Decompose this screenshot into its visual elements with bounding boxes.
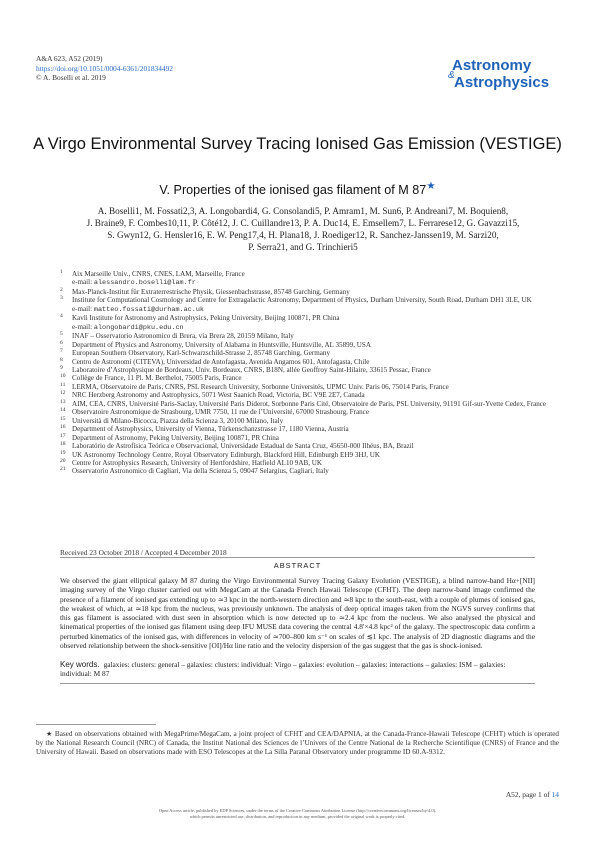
affiliation-item [60, 349, 570, 357]
logo-ampersand: & [448, 70, 455, 81]
affiliation-text: Department of Astrophysics, University of Vienna, Türkenschanzstrasse 17, 1180 Vienna, Austria [72, 425, 349, 434]
journal-logo [446, 58, 564, 100]
affiliation-text: Department of Astronomy, Peking University, Beijing 100871, PR China [72, 433, 279, 442]
affiliation-item [60, 341, 570, 349]
affiliation-text: Università di Milano-Bicocca, Piazza della Scienza 3, 20100 Milano, Italy [72, 416, 284, 425]
affiliation-number: 2 [60, 286, 63, 293]
affiliation-number: 20 [60, 457, 66, 464]
affiliation-number: 18 [60, 441, 66, 448]
affiliation-number: 7 [60, 348, 63, 355]
affiliation-number: 17 [60, 432, 66, 439]
affiliation-list [60, 270, 570, 476]
open-access-line2: which permits unrestricted use, distribution, and reproduction in any medium, provided the original work is properly cited. [189, 814, 406, 819]
affiliation-text: Centre for Astrophysics Research, University of Hertfordshire, Hatfield AL10 9AB, UK [72, 458, 322, 467]
affiliation-item [60, 467, 570, 475]
affiliation-text: NRC Herzberg Astronomy and Astrophysics, 5071 West Saanich Road, Victoria, BC V9E 2E7, Canada [72, 391, 365, 400]
affiliation-number: 19 [60, 449, 66, 456]
affiliation-item [60, 296, 570, 314]
citation: A&A 623, A52 (2019) [36, 54, 103, 63]
email-label: e-mail: [72, 322, 94, 331]
affiliation-text: Centro de Astronomí (CITEVA), Universidad de Antofagasta, Avenida Angamos 601, Antofagasta, Chile [72, 357, 370, 366]
affiliation-item [60, 434, 570, 442]
affiliation-text: AIM, CEA, CNRS, Université Paris-Saclay, Université Paris Diderot, Sorbonne Paris Cité, Observatoire de Paris, PSL University, 91191 Gif-sur-Yvette Cedex, France [72, 399, 547, 408]
email-link[interactable]: alongobardi@pku.edu.cn [93, 323, 184, 332]
affiliation-item [60, 391, 570, 399]
affiliation-item [60, 459, 570, 467]
doi-link[interactable]: https://doi.org/10.1051/0004-6361/201834492 [36, 63, 174, 73]
affiliation-number: 4 [60, 313, 63, 320]
affiliation-number: 16 [60, 424, 66, 431]
affiliation-text: Max-Planck-Institut für Extraterrestrische Physik, Giessenbachstrasse, 85748 Garching, Germany [72, 287, 350, 296]
footnote-star-icon[interactable]: ★ [426, 180, 436, 192]
affiliation-text: Department of Physics and Astronomy, University of Alabama in Huntsville, Huntsville, AL 35899, USA [72, 340, 371, 349]
keywords-heading: Key words. [60, 660, 100, 669]
affiliation-item [60, 288, 570, 296]
open-access-notice [20, 808, 575, 820]
affiliation-item [60, 374, 570, 382]
affiliation-number: 1 [60, 269, 63, 275]
affiliation-number: 15 [60, 415, 66, 422]
email-label: e-mail: [72, 278, 94, 287]
author-line: A. Boselli1, M. Fossati2,3, A. Longobardi4, G. Consolandi5, P. Amram1, M. Sun6, P. Andreani7, M. Boquien8, [97, 206, 509, 216]
page-total-link[interactable]: 14 [551, 790, 559, 799]
author-line: S. Gwyn12, G. Hensler16, E. W. Peng17,4, H. Plana18, J. Roediger12, R. Sanchez-Janssen19, M. Sarzi20, [107, 230, 499, 241]
paper-subtitle [20, 180, 575, 197]
affiliation-text: Kavli Institute for Astronomy and Astrophysics, Peking University, Beijing 100871, PR China [72, 314, 340, 323]
email-link[interactable]: alessandro.boselli@lam.fr [93, 279, 196, 288]
affiliation-number: 14 [60, 407, 66, 414]
affiliation-text: LERMA, Observatoire de Paris, CNRS, PSL Research University, Sorbonne Universités, UPMC Univ. Paris 06, 75014 Paris, France [72, 382, 449, 391]
copyright: © A. Boselli et al. 2019 [36, 73, 106, 83]
affiliation-text: Laboratório de Astrofísica Teórica e Observacional, Universidade Estadual de Santa Cruz, 45650-000 Ilhéus, BA, Brazil [72, 442, 414, 451]
affiliation-number: 8 [60, 356, 63, 363]
affiliation-item [60, 442, 570, 450]
affiliation-number: 5 [60, 331, 63, 338]
affiliation-number: 11 [60, 381, 66, 388]
email-link[interactable]: matteo.fossati@durham.ac.uk [93, 305, 205, 314]
affiliation-text: Aix Marseille Univ., CNRS, CNES, LAM, Marseille, France [72, 270, 245, 278]
affiliation-item [60, 417, 570, 425]
affiliation-text: Institute for Computational Cosmology and Centre for Extragalactic Astronomy, Department of Physics, Durham University, South Road, Durham DH1 3LE, UK [72, 296, 532, 305]
affiliation-item [60, 270, 570, 288]
subtitle-text: V. Properties of the ionised gas filament of M 87 [159, 183, 427, 198]
affiliation-text: Collège de France, 11 Pl. M. Berthelot, 75005 Paris, France [72, 374, 242, 383]
affiliation-number: 9 [60, 364, 63, 371]
page-info [506, 790, 559, 799]
logo-line1: Astronomy [452, 57, 532, 74]
keywords-text: galaxies: clusters: general – galaxies: clusters: individual: Virgo – galaxies: evolution – galaxies: interactions – galaxies: ISM – galaxies: individual: M 87 [60, 660, 506, 679]
author-list [38, 205, 568, 253]
affiliation-item [60, 332, 570, 340]
affiliation-item [60, 366, 570, 374]
affiliation-text: UK Astronomy Technology Centre, Royal Observatory Edinburgh, Blackford Hill, Edinburgh EH9 3HJ, UK [72, 450, 381, 459]
affiliation-number: 10 [60, 373, 66, 380]
open-access-line1: Open Access article, published by EDP Sciences, under the terms of the Creative Commons Attribution License (http://creativecommons.org/licenses/by/4.0), [158, 808, 437, 813]
affiliation-item [60, 408, 570, 416]
divider-top [60, 557, 535, 558]
received-dates: Received 23 October 2018 / Accepted 4 December 2018 [60, 548, 227, 557]
email-label: e-mail: [72, 304, 94, 313]
affiliation-item [60, 358, 570, 366]
paper-title: A Virgo Environmental Survey Tracing Ionised Gas Emission (VESTIGE) [33, 135, 562, 153]
affiliation-text: European Southern Observatory, Karl-Schwarzschild-Strasse 2, 85748 Garching, Germany [72, 349, 330, 358]
journal-meta [36, 54, 173, 83]
footnote: ★ Based on observations obtained with MegaPrime/MegaCam, a joint project of CFHT and CEA/DAPNIA, at the Canada-France-Hawaii Telescope (CFHT) which is operated by the National Research Council (NRC) of Canada, the Institut National des Sciences de l’Univers of the Centre National de la Recherche Scientifique (CNRS) of France and the University of Hawaii. Based on observations made with ESO Telescopes at the La Silla Paranal Observatory under programme ID 60.A-9312. [36, 730, 559, 757]
affiliation-number: 13 [60, 398, 66, 405]
footnote-rule [36, 724, 156, 725]
logo-line2: Astrophysics [454, 74, 550, 91]
affiliation-number: 21 [60, 466, 66, 473]
keywords [60, 660, 535, 679]
affiliation-item [60, 425, 570, 433]
affiliation-item [60, 314, 570, 332]
affiliation-number: 12 [60, 390, 66, 397]
author-line: P. Serra21, and G. Trinchieri5 [248, 242, 358, 253]
affiliation-text: INAF – Osservatorio Astronomico di Brera, via Brera 28, 20159 Milano, Italy [72, 332, 294, 341]
divider-bottom [60, 683, 535, 684]
affiliation-text: Laboratoire d’Astrophysique de Bordeaux, Univ. Bordeaux, CNRS, B18N, allée Geoffroy Saint-Hilaire, 33615 Pessac, France [72, 365, 431, 374]
abstract-heading: ABSTRACT [273, 561, 322, 570]
page-info-text: A52, page 1 of [505, 790, 552, 799]
affiliation-item [60, 400, 570, 408]
affiliation-number: 3 [60, 295, 63, 302]
affiliation-number: 6 [60, 339, 63, 346]
affiliation-item [60, 451, 570, 459]
affiliation-text: Osservatorio Astronomico di Cagliari, Via della Scienza 5, 09047 Selargius, Cagliari, Italy [72, 467, 329, 476]
affiliation-item [60, 383, 570, 391]
abstract-text: We observed the giant elliptical galaxy M 87 during the Virgo Environmental Survey Tracing Galaxy Evolution (VESTIGE), a blind narrow-band Hα+[NII] imaging survey of the Virgo cluster carried out with MegaCam at the Canada French Hawaii Telescope (CFHT). The deep narrow-band image confirmed the presence of a filament of ionised gas extending up to ≃3 kpc in the north-western direction and ≃8 kpc to the south-east, with a couple of plumes of ionised gas, the weakest of which, at ≃18 kpc from the nucleus, was previously unknown. The analysis of deep optical images taken from the NGVS survey confirms that this gas filament is associated with dust seen in absorption which is now detected up to ≃2.4 kpc from the nucleus. We also analysed the physical and kinematical properties of the ionised gas filament using deep IFU MUSE data covering the central 4.8′×4.8 kpc² of the galaxy. The spectroscopic data confirm a perturbed kinematics of the ionised gas, with differences in velocity of ≃700–800 km s⁻¹ on scales of ≲1 kpc. The analysis of 2D diagnostic diagrams and the observed relationship between the shock-sensitive [OI]/Hα line ratio and the velocity dispersion of the gas suggest that the gas is shock-ionised. [60, 576, 535, 651]
affiliation-text: Observatoire Astronomique de Strasbourg, UMR 7750, 11 rue de l’Université, 67000 Strasbourg, France [72, 408, 369, 417]
author-line: J. Braine9, F. Combes10,11, P. Côté12, J. C. Cuillandre13, P. A. Duc14, E. Emsellem7, L. Ferrarese12, G. Gavazzi15, [86, 218, 520, 229]
